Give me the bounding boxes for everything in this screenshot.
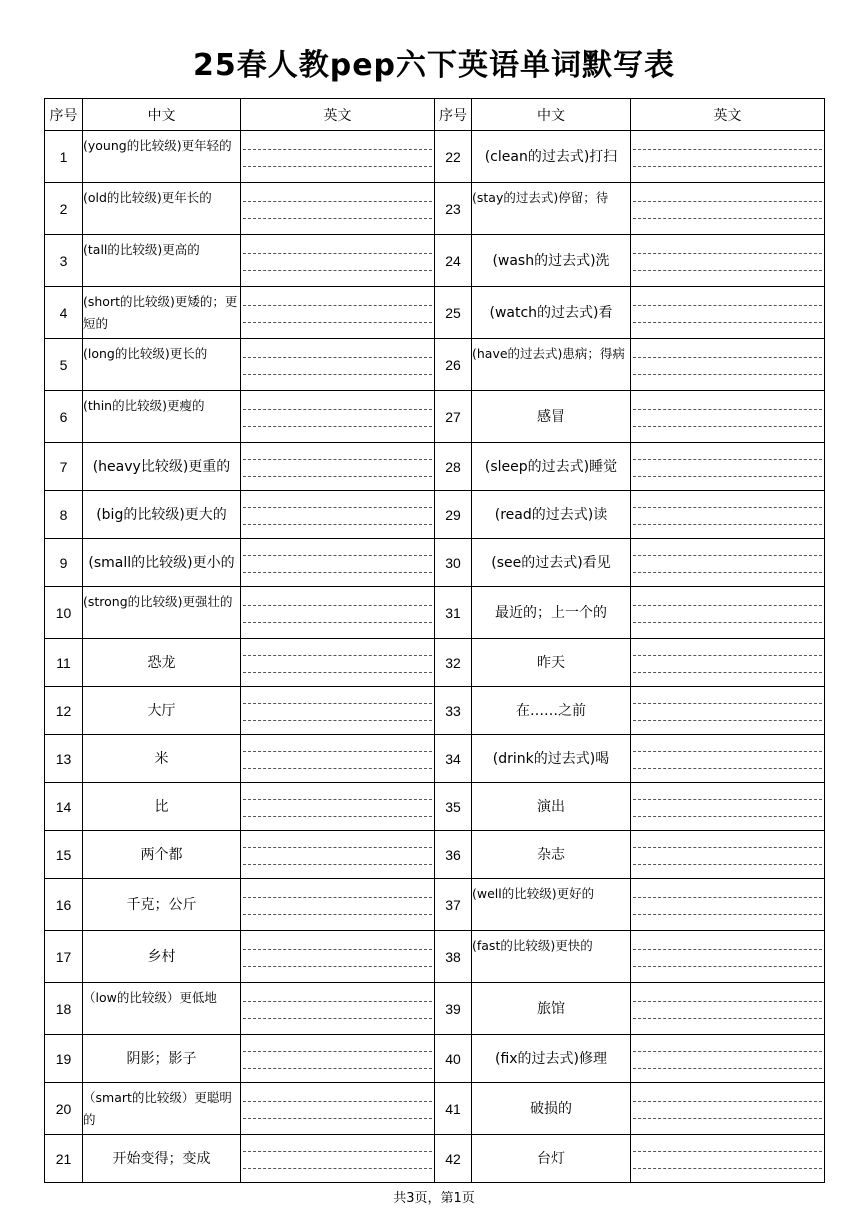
write-line (243, 572, 432, 573)
english-answer-field[interactable] (241, 1135, 435, 1183)
chinese-meaning: 演出 (472, 783, 631, 831)
write-line (633, 374, 822, 375)
row-number: 12 (45, 687, 83, 735)
english-answer-field[interactable] (631, 735, 825, 783)
chinese-meaning: (tall的比较级)更高的 (83, 235, 241, 287)
table-row (45, 1035, 825, 1083)
write-line (633, 1068, 822, 1069)
header-no-left: 序号 (45, 99, 83, 131)
write-line (633, 572, 822, 573)
write-line (243, 409, 432, 410)
row-number: 18 (45, 983, 83, 1035)
write-line (633, 799, 822, 800)
write-line (633, 459, 822, 460)
write-line (243, 703, 432, 704)
chinese-meaning: (small的比较级)更小的 (83, 539, 241, 587)
write-line (633, 555, 822, 556)
header-cn-right: 中文 (472, 99, 631, 131)
write-line (633, 426, 822, 427)
chinese-meaning: (clean的过去式)打扫 (472, 131, 631, 183)
chinese-meaning: （smart的比较级）更聪明的 (83, 1083, 241, 1135)
row-number: 21 (45, 1135, 83, 1183)
write-line (243, 166, 432, 167)
write-line (243, 864, 432, 865)
row-number: 38 (435, 931, 472, 983)
english-answer-field[interactable] (241, 879, 435, 931)
row-number: 10 (45, 587, 83, 639)
write-line (243, 507, 432, 508)
write-line (243, 459, 432, 460)
row-number: 5 (45, 339, 83, 391)
write-line (243, 149, 432, 150)
table-row (45, 931, 825, 983)
write-line (633, 322, 822, 323)
write-line (633, 1101, 822, 1102)
write-line (633, 166, 822, 167)
row-number: 42 (435, 1135, 472, 1183)
english-answer-field[interactable] (241, 443, 435, 491)
chinese-meaning: (old的比较级)更年长的 (83, 183, 241, 235)
write-line (633, 1168, 822, 1169)
row-number: 22 (435, 131, 472, 183)
row-number: 4 (45, 287, 83, 339)
write-line (633, 864, 822, 865)
table-row (45, 1135, 825, 1183)
write-line (633, 409, 822, 410)
write-line (633, 357, 822, 358)
english-answer-field[interactable] (631, 931, 825, 983)
write-line (243, 1001, 432, 1002)
table-row (45, 687, 825, 735)
english-answer-field[interactable] (631, 1083, 825, 1135)
english-answer-field[interactable] (631, 639, 825, 687)
chinese-meaning: (wash的过去式)洗 (472, 235, 631, 287)
write-line (243, 655, 432, 656)
write-line (243, 555, 432, 556)
english-answer-field[interactable] (241, 287, 435, 339)
english-answer-field[interactable] (241, 831, 435, 879)
chinese-meaning: 大厅 (83, 687, 241, 735)
table-row (45, 587, 825, 639)
write-line (243, 1101, 432, 1102)
row-number: 13 (45, 735, 83, 783)
table-row (45, 539, 825, 587)
table-row (45, 639, 825, 687)
write-line (243, 605, 432, 606)
write-line (633, 253, 822, 254)
write-line (243, 966, 432, 967)
row-number: 7 (45, 443, 83, 491)
row-number: 17 (45, 931, 83, 983)
row-number: 40 (435, 1035, 472, 1083)
page-footer: 共3页，第1页 (393, 1191, 475, 1206)
chinese-meaning: (have的过去式)患病；得病 (472, 339, 631, 391)
write-line (633, 768, 822, 769)
english-answer-field[interactable] (241, 983, 435, 1035)
write-line (243, 357, 432, 358)
english-answer-field[interactable] (631, 183, 825, 235)
chinese-meaning: 两个都 (83, 831, 241, 879)
write-line (243, 751, 432, 752)
write-line (633, 949, 822, 950)
write-line (243, 1051, 432, 1052)
english-answer-field[interactable] (241, 131, 435, 183)
table-row (45, 183, 825, 235)
row-number: 26 (435, 339, 472, 391)
english-answer-field[interactable] (241, 183, 435, 235)
write-line (633, 1051, 822, 1052)
write-line (633, 305, 822, 306)
chinese-meaning: （low的比较级）更低地 (83, 983, 241, 1035)
write-line (243, 322, 432, 323)
chinese-meaning: 千克；公斤 (83, 879, 241, 931)
chinese-meaning: 比 (83, 783, 241, 831)
chinese-meaning: 台灯 (472, 1135, 631, 1183)
table-row (45, 879, 825, 931)
row-number: 11 (45, 639, 83, 687)
chinese-meaning: (young的比较级)更年轻的 (83, 131, 241, 183)
english-answer-field[interactable] (631, 443, 825, 491)
write-line (243, 914, 432, 915)
row-number: 15 (45, 831, 83, 879)
row-number: 19 (45, 1035, 83, 1083)
write-line (243, 847, 432, 848)
chinese-meaning: 破损的 (472, 1083, 631, 1135)
page-title: 25春人教pep六下英语单词默写表 (192, 48, 676, 83)
english-answer-field[interactable] (241, 339, 435, 391)
row-number: 25 (435, 287, 472, 339)
chinese-meaning: (stay的过去式)停留；待 (472, 183, 631, 235)
header-cn-left: 中文 (83, 99, 241, 131)
table-row (45, 831, 825, 879)
row-number: 6 (45, 391, 83, 443)
english-answer-field[interactable] (631, 1035, 825, 1083)
write-line (633, 270, 822, 271)
write-line (633, 914, 822, 915)
chinese-meaning: (thin的比较级)更瘦的 (83, 391, 241, 443)
write-line (243, 672, 432, 673)
header-en-left: 英文 (241, 99, 435, 131)
chinese-meaning: 昨天 (472, 639, 631, 687)
chinese-meaning: (heavy比较级)更重的 (83, 443, 241, 491)
header-no-right: 序号 (435, 99, 472, 131)
chinese-meaning: 阴影；影子 (83, 1035, 241, 1083)
row-number: 9 (45, 539, 83, 587)
chinese-meaning: 恐龙 (83, 639, 241, 687)
write-line (633, 622, 822, 623)
write-line (243, 768, 432, 769)
row-number: 35 (435, 783, 472, 831)
write-line (243, 524, 432, 525)
row-number: 14 (45, 783, 83, 831)
write-line (633, 507, 822, 508)
write-line (243, 1151, 432, 1152)
english-answer-field[interactable] (631, 491, 825, 539)
write-line (633, 1151, 822, 1152)
write-line (633, 1018, 822, 1019)
english-answer-field[interactable] (631, 587, 825, 639)
chinese-meaning: (short的比较级)更矮的；更短的 (83, 287, 241, 339)
table-row (45, 491, 825, 539)
write-line (633, 966, 822, 967)
header-en-right: 英文 (631, 99, 825, 131)
english-answer-field[interactable] (241, 491, 435, 539)
table-row (45, 783, 825, 831)
chinese-meaning: 在……之前 (472, 687, 631, 735)
write-line (633, 672, 822, 673)
english-answer-field[interactable] (241, 391, 435, 443)
row-number: 8 (45, 491, 83, 539)
row-number: 31 (435, 587, 472, 639)
english-answer-field[interactable] (241, 235, 435, 287)
write-line (633, 816, 822, 817)
chinese-meaning: 乡村 (83, 931, 241, 983)
table-row (45, 1083, 825, 1135)
write-line (633, 751, 822, 752)
english-answer-field[interactable] (631, 391, 825, 443)
table-row (45, 391, 825, 443)
write-line (633, 524, 822, 525)
write-line (243, 622, 432, 623)
english-answer-field[interactable] (631, 1135, 825, 1183)
row-number: 27 (435, 391, 472, 443)
write-line (243, 201, 432, 202)
write-line (243, 816, 432, 817)
row-number: 23 (435, 183, 472, 235)
write-line (243, 270, 432, 271)
english-answer-field[interactable] (241, 587, 435, 639)
table-row (45, 339, 825, 391)
row-number: 28 (435, 443, 472, 491)
chinese-meaning: 最近的；上一个的 (472, 587, 631, 639)
chinese-meaning: (long的比较级)更长的 (83, 339, 241, 391)
english-answer-field[interactable] (241, 539, 435, 587)
write-line (633, 476, 822, 477)
row-number: 39 (435, 983, 472, 1035)
chinese-meaning: 开始变得；变成 (83, 1135, 241, 1183)
row-number: 37 (435, 879, 472, 931)
write-line (243, 426, 432, 427)
write-line (243, 305, 432, 306)
row-number: 34 (435, 735, 472, 783)
english-answer-field[interactable] (241, 1035, 435, 1083)
header-row (45, 99, 825, 131)
table-row (45, 131, 825, 183)
row-number: 24 (435, 235, 472, 287)
table-row (45, 443, 825, 491)
table-row (45, 235, 825, 287)
write-line (633, 218, 822, 219)
chinese-meaning: (well的比较级)更好的 (472, 879, 631, 931)
write-line (243, 476, 432, 477)
english-answer-field[interactable] (631, 539, 825, 587)
english-answer-field[interactable] (241, 735, 435, 783)
english-answer-field[interactable] (631, 831, 825, 879)
english-answer-field[interactable] (241, 639, 435, 687)
chinese-meaning: (big的比较级)更大的 (83, 491, 241, 539)
write-line (633, 897, 822, 898)
write-line (243, 1018, 432, 1019)
chinese-meaning: 米 (83, 735, 241, 783)
vocabulary-table (44, 98, 825, 1183)
english-answer-field[interactable] (631, 235, 825, 287)
english-answer-field[interactable] (631, 983, 825, 1035)
chinese-meaning: (fix的过去式)修理 (472, 1035, 631, 1083)
write-line (633, 1001, 822, 1002)
write-line (633, 149, 822, 150)
english-answer-field[interactable] (631, 687, 825, 735)
row-number: 29 (435, 491, 472, 539)
english-answer-field[interactable] (241, 783, 435, 831)
row-number: 2 (45, 183, 83, 235)
chinese-meaning: (sleep的过去式)睡觉 (472, 443, 631, 491)
write-line (633, 720, 822, 721)
english-answer-field[interactable] (631, 287, 825, 339)
english-answer-field[interactable] (631, 131, 825, 183)
write-line (243, 1168, 432, 1169)
chinese-meaning: 感冒 (472, 391, 631, 443)
chinese-meaning: (fast的比较级)更快的 (472, 931, 631, 983)
write-line (633, 1118, 822, 1119)
row-number: 33 (435, 687, 472, 735)
row-number: 32 (435, 639, 472, 687)
table-row (45, 287, 825, 339)
row-number: 3 (45, 235, 83, 287)
english-answer-field[interactable] (241, 687, 435, 735)
table-row (45, 983, 825, 1035)
chinese-meaning: (strong的比较级)更强壮的 (83, 587, 241, 639)
write-line (243, 799, 432, 800)
write-line (243, 897, 432, 898)
row-number: 36 (435, 831, 472, 879)
row-number: 30 (435, 539, 472, 587)
chinese-meaning: 杂志 (472, 831, 631, 879)
write-line (633, 201, 822, 202)
write-line (633, 703, 822, 704)
write-line (243, 374, 432, 375)
english-answer-field[interactable] (241, 931, 435, 983)
row-number: 16 (45, 879, 83, 931)
chinese-meaning: (drink的过去式)喝 (472, 735, 631, 783)
row-number: 1 (45, 131, 83, 183)
chinese-meaning: (see的过去式)看见 (472, 539, 631, 587)
table-row (45, 735, 825, 783)
english-answer-field[interactable] (631, 783, 825, 831)
row-number: 20 (45, 1083, 83, 1135)
write-line (243, 949, 432, 950)
write-line (633, 605, 822, 606)
write-line (633, 655, 822, 656)
write-line (243, 218, 432, 219)
chinese-meaning: 旅馆 (472, 983, 631, 1035)
english-answer-field[interactable] (631, 879, 825, 931)
write-line (243, 1068, 432, 1069)
chinese-meaning: (read的过去式)读 (472, 491, 631, 539)
write-line (633, 847, 822, 848)
write-line (243, 720, 432, 721)
chinese-meaning: (watch的过去式)看 (472, 287, 631, 339)
row-number: 41 (435, 1083, 472, 1135)
write-line (243, 253, 432, 254)
english-answer-field[interactable] (631, 339, 825, 391)
write-line (243, 1118, 432, 1119)
english-answer-field[interactable] (241, 1083, 435, 1135)
